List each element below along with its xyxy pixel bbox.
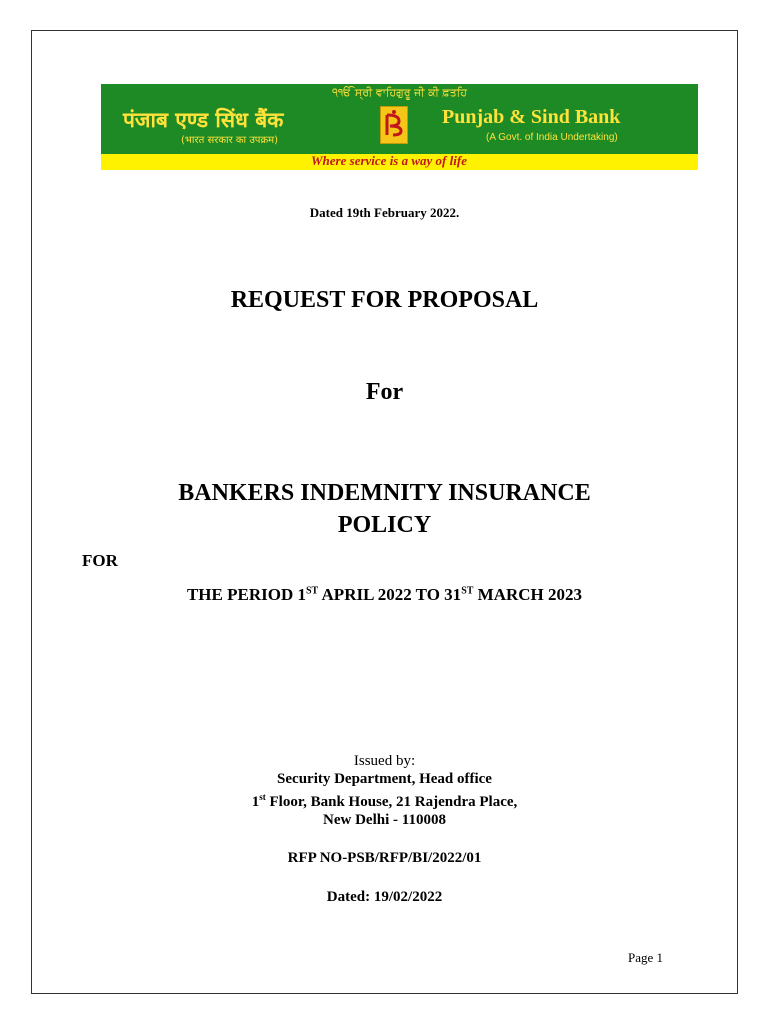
page-number: Page 1 [628, 950, 664, 965]
policy-title [31, 477, 738, 541]
document-date-bottom: Dated: 19/02/2022 [326, 889, 443, 905]
period-line [31, 585, 738, 605]
policy-title-line-1: BANKERS INDEMNITY INSURANCE [178, 480, 591, 506]
document-title: REQUEST FOR PROPOSAL [230, 287, 539, 313]
period-text-3: MARCH 2023 [473, 585, 583, 604]
policy-title-line-2: POLICY [337, 512, 432, 538]
address-floor-sup: st [259, 792, 266, 802]
banner-hindi-subtitle: (भारत सरकार का उपक्रम) [181, 135, 279, 146]
issued-by-label: Issued by: [353, 753, 416, 769]
banner-tagline: Where service is a way of life [311, 153, 467, 168]
banner-gurmukhi-text: ੧ੴ ਸ੍ਰੀ ਵਾਹਿਗੁਰੂ ਜੀ ਕੀ ਫ਼ਤਹਿ [332, 86, 467, 99]
for-heading: For [365, 379, 404, 405]
for-caps-label: FOR [82, 551, 118, 570]
address-city: New Delhi - 110008 [323, 812, 446, 828]
period-text-1: THE PERIOD 1 [186, 585, 306, 604]
address-line [31, 792, 738, 811]
issuing-department: Security Department, Head office [277, 771, 492, 787]
banner-english-subtitle: (A Govt. of India Undertaking) [486, 132, 618, 143]
address-floor-number: 1 [251, 794, 260, 810]
period-sup-1: ST [305, 585, 319, 597]
banner-english-name: Punjab & Sind Bank [442, 106, 621, 128]
period-text-2: APRIL 2022 TO 31 [318, 585, 462, 604]
document-date-top: Dated 19th February 2022. [309, 205, 460, 220]
rfp-number: RFP NO-PSB/RFP/BI/2022/01 [287, 850, 482, 866]
bank-logo-banner [101, 84, 698, 170]
period-sup-2: ST [461, 585, 474, 597]
banner-hindi-name: पंजाब एण्ड सिंध बैंक [123, 108, 284, 132]
address-rest: Floor, Bank House, 21 Rajendra Place, [265, 794, 518, 810]
bank-emblem-icon [380, 106, 408, 144]
